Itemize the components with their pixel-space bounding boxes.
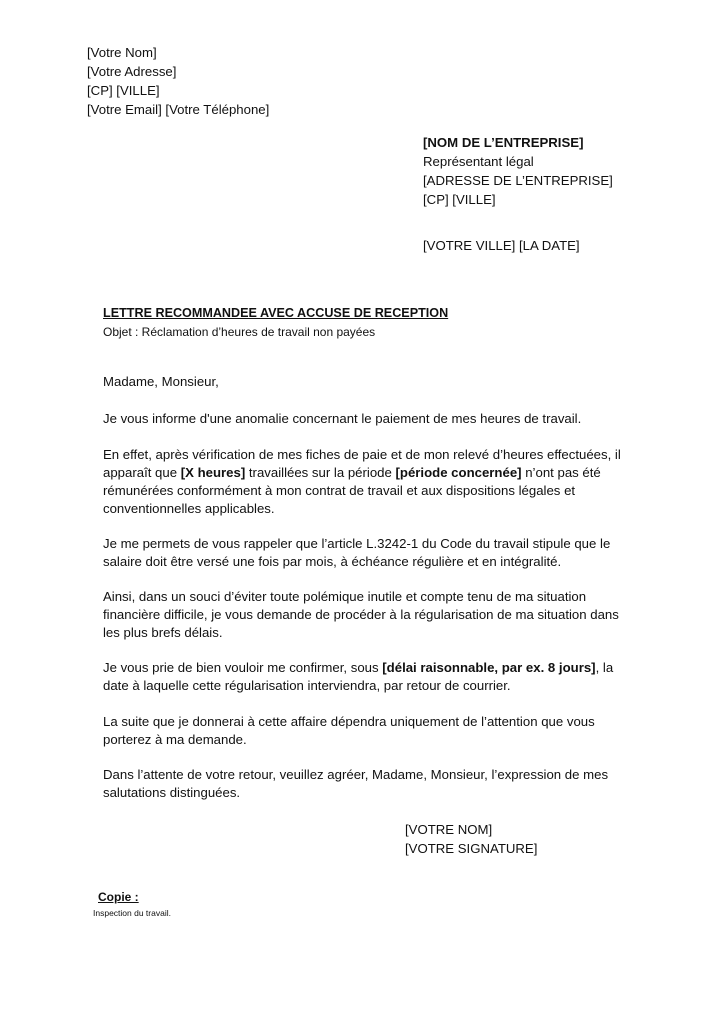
paragraph-line: Je me permets de vous rappeler que l’article L.3242-1 du Code du travail stipule que le	[103, 536, 611, 551]
sender-address: [Votre Adresse]	[87, 64, 177, 79]
copy-label: Copie :	[98, 890, 139, 904]
sender-city: [CP] [VILLE]	[87, 83, 160, 98]
paragraph-line: En effet, après vérification de mes fiches de paie et de mon relevé d’heures effectuées, il	[103, 447, 621, 462]
paragraph-line: salaire doit être versé une fois par mois, à échéance régulière et en intégralité.	[103, 554, 562, 569]
paragraph-line: La suite que je donnerai à cette affaire dépendra uniquement de l’attention que vous	[103, 714, 595, 729]
paragraph-line: porterez à ma demande.	[103, 732, 247, 747]
letter-object: Objet : Réclamation d’heures de travail non payées	[103, 325, 376, 339]
period-placeholder: [période concernée]	[395, 465, 522, 480]
paragraph-line: salutations distinguées.	[103, 785, 241, 800]
paragraph-line: date à laquelle cette régularisation interviendra, par retour de courrier.	[103, 678, 511, 693]
sender-contact: [Votre Email] [Votre Téléphone]	[87, 102, 270, 117]
letter-heading: LETTRE RECOMMANDEE AVEC ACCUSE DE RECEPTION	[103, 306, 449, 320]
delay-placeholder: [délai raisonnable, par ex. 8 jours]	[382, 660, 596, 675]
paragraph-line: financière difficile, je vous demande de procéder à la régularisation de ma situation dans	[103, 607, 619, 622]
recipient-block	[423, 133, 613, 209]
paragraph-6	[103, 713, 643, 749]
paragraph-line: les plus brefs délais.	[103, 625, 223, 640]
recipient-address: [ADRESSE DE L’ENTREPRISE]	[423, 173, 613, 188]
copy-recipient: Inspection du travail.	[93, 908, 171, 918]
salutation: Madame, Monsieur,	[103, 374, 219, 389]
hours-placeholder: [X heures]	[180, 465, 246, 480]
recipient-city: [CP] [VILLE]	[423, 192, 496, 207]
signature-name: [VOTRE NOM]	[405, 822, 493, 837]
paragraph-2	[103, 446, 643, 518]
paragraph-line: Je vous prie de bien vouloir me confirmer, sous [délai raisonnable, par ex. 8 jours], la	[103, 660, 614, 675]
paragraph-line: conventionnelles applicables.	[103, 501, 275, 516]
paragraph-7	[103, 766, 643, 802]
signature-placeholder: [VOTRE SIGNATURE]	[405, 841, 538, 856]
place-date: [VOTRE VILLE] [LA DATE]	[423, 238, 580, 253]
sender-block	[87, 43, 269, 119]
recipient-company: [NOM DE L’ENTREPRISE]	[423, 135, 584, 150]
signature-block	[405, 820, 537, 858]
paragraph-4	[103, 588, 643, 642]
paragraph-5	[103, 659, 643, 695]
recipient-representative: Représentant légal	[423, 154, 534, 169]
paragraph-line: Ainsi, dans un souci d’éviter toute polémique inutile et compte tenu de ma situation	[103, 589, 587, 604]
paragraph-3	[103, 535, 643, 571]
paragraph-line: Je vous informe d'une anomalie concernant le paiement de mes heures de travail.	[103, 411, 582, 426]
paragraph-1	[103, 410, 643, 428]
paragraph-line: apparaît que [X heures] travaillées sur la période [période concernée] n’ont pas été	[103, 465, 601, 480]
paragraph-line: rémunérées conformément à mon contrat de travail et aux dispositions légales et	[103, 483, 576, 498]
paragraph-line: Dans l’attente de votre retour, veuillez agréer, Madame, Monsieur, l’expression de mes	[103, 767, 609, 782]
sender-name: [Votre Nom]	[87, 45, 157, 60]
